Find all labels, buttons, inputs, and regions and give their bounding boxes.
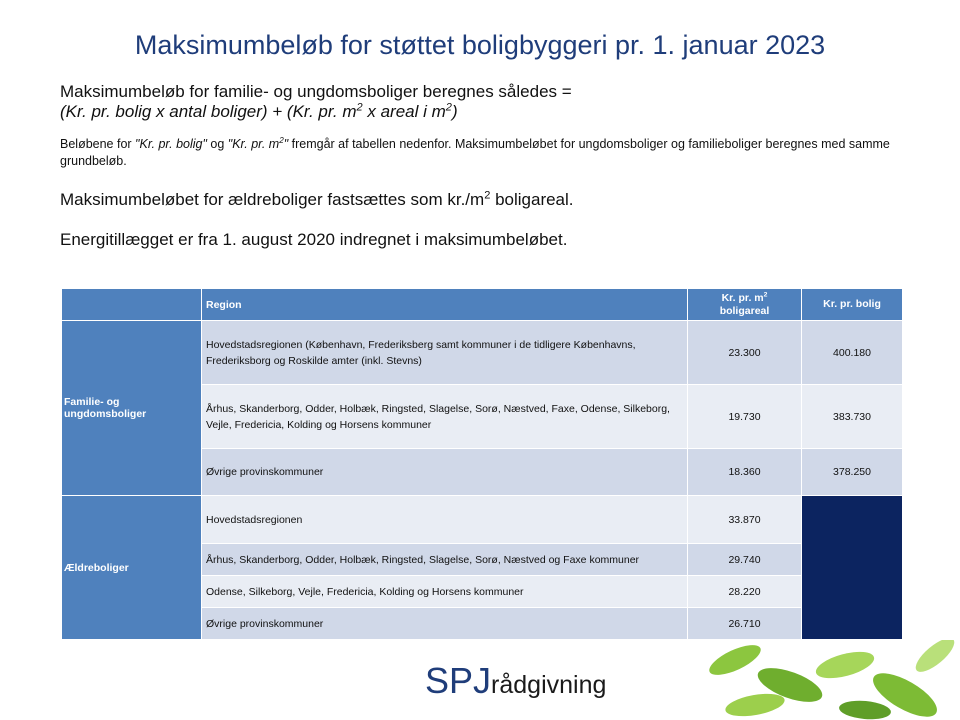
slide-title: Maksimumbeløb for støttet boligbyggeri pr. 1. januar 2023 [134,30,826,60]
region-cell: Århus, Skanderborg, Odder, Holbæk, Ringsted, Slagelse, Sorø, Næstved og Faxe kommuner [202,544,688,576]
header-region: Region [202,289,688,321]
per-m2-cell: 28.220 [688,576,802,608]
per-bolig-cell: 400.180 [802,321,903,385]
per-bolig-empty-cell [802,496,903,640]
amounts-table [61,288,903,640]
per-bolig-cell: 383.730 [802,385,903,449]
formula-line: (Kr. pr. bolig x antal boliger) + (Kr. pr. $m^2$ x areal i $m^2$) [60,101,458,121]
leaf-shape [838,699,891,720]
energy-note: Energitillægget er fra 1. august 2020 indregnet i maksimumbeløbet. [60,230,568,249]
intro-line: Maksimumbeløb for familie- og ungdomsboliger beregnes således = [60,82,572,101]
table-row [62,321,903,385]
header-blank [62,289,202,321]
leaves-decoration [695,640,960,720]
region-cell: Hovedstadsregionen [202,496,688,544]
region-cell: Øvrige provinskommuner [202,608,688,640]
header-per-bolig: Kr. pr. bolig [802,289,903,321]
leaf-shape [911,640,959,677]
region-cell: Århus, Skanderborg, Odder, Holbæk, Ringsted, Slagelse, Sorø, Næstved, Faxe, Odense, Silkeborg, Vejle, Fredericia, Kolding og Horsens kommuner [202,385,688,449]
header-per-m2: Kr. pr. $m^2$ boligareal [688,289,802,321]
per-bolig-cell: 378.250 [802,449,903,496]
region-cell: Hovedstadsregionen (København, Frederiksberg samt kommuner i de tidligere Københavns, Frederiksborg og Roskilde amter (inkl. Stevns) [202,321,688,385]
company-logo: SPJrådgivning [425,660,607,701]
region-cell: Odense, Silkeborg, Vejle, Fredericia, Kolding og Horsens kommuner [202,576,688,608]
per-m2-cell: 19.730 [688,385,802,449]
per-m2-cell: 23.300 [688,321,802,385]
table-header-row [62,289,903,321]
elderly-note: Maksimumbeløbet for ældreboliger fastsættes som $kr./m^2$ boligareal. [60,189,574,209]
category-family: Familie- og ungdomsboliger [62,321,202,496]
per-m2-cell: 26.710 [688,608,802,640]
amounts-note: Beløbene for "Kr. pr. bolig" og "Kr. pr. $m^2$" fremgår af tabellen nedenfor. Maksimumbeløbet for ungdomsboliger og familieboliger beregnes med samme grundbeløb. [60,135,890,168]
region-cell: Øvrige provinskommuner [202,449,688,496]
leaf-shape [705,640,764,681]
per-m2-cell: 33.870 [688,496,802,544]
leaf-shape [813,647,877,684]
per-m2-cell: 29.740 [688,544,802,576]
per-m2-cell: 18.360 [688,449,802,496]
table-row [62,496,903,544]
category-elderly: Ældreboliger [62,496,202,640]
intro-text [60,82,900,250]
leaf-shape [724,690,787,720]
